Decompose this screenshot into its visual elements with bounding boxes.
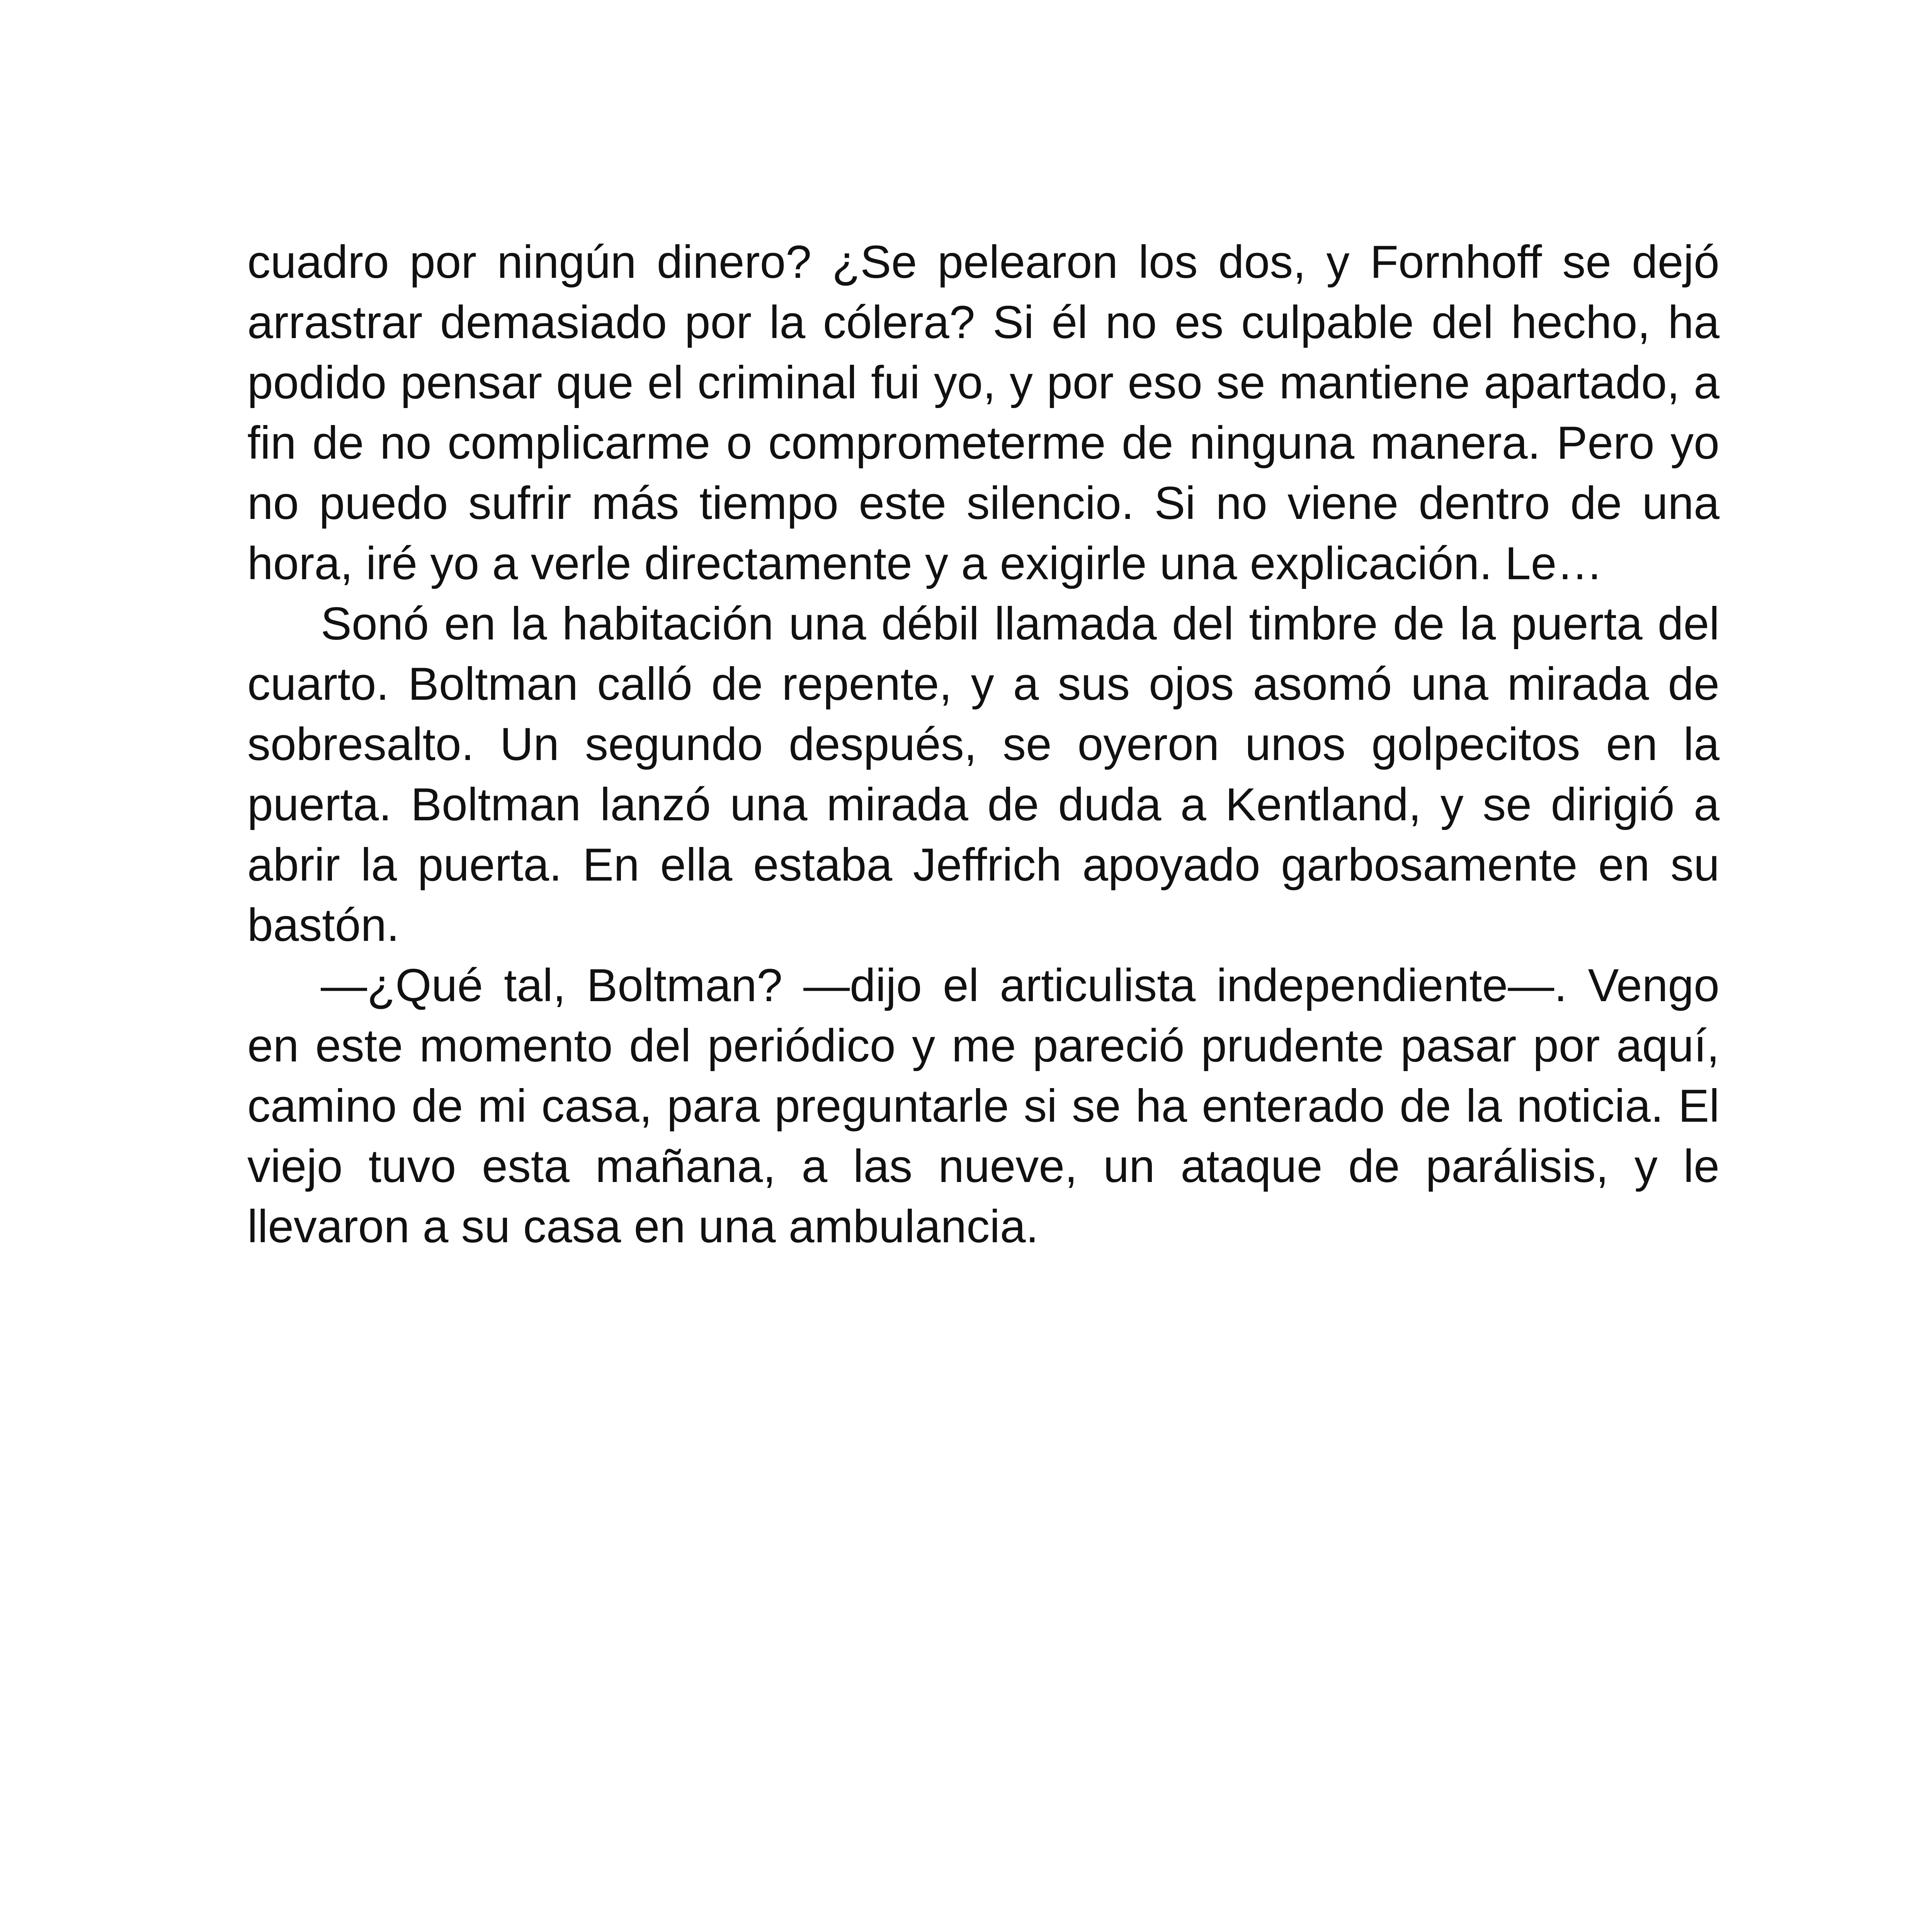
paragraph-1: cuadro por ningún dinero? ¿Se pelearon los dos, y Fornhoff se dejó arrastrar demasiado por la cólera? Si él no es culpable del hecho, ha podido pensar que el criminal fui yo, y por eso se mantiene apartado, a fin de no complicarme o comprometerme de ninguna manera. Pero yo no puedo sufrir más tiempo este silencio. Si no viene dentro de una hora, iré yo a verle directamente y a exigirle una explicación. Le… [247, 236, 1719, 589]
paragraph-2: Sonó en la habitación una débil llamada del timbre de la puerta del cuarto. Boltman calló de repente, y a sus ojos asomó una mirada de sobresalto. Un segundo después, se oyeron unos golpecitos en la puerta. Boltman lanzó una mirada de duda a Kentland, y se dirigió a abrir la puerta. En ella estaba Jeffrich apoyado garbosamente en su bastón. [247, 598, 1719, 951]
body-text [247, 232, 1719, 1257]
paragraph-3: —¿Qué tal, Boltman? —dijo el articulista independiente—. Vengo en este momento del periódico y me pareció prudente pasar por aquí, camino de mi casa, para preguntarle si se ha enterado de la noticia. El viejo tuvo esta mañana, a las nueve, un ataque de parálisis, y le llevaron a su casa en una ambulancia. [247, 959, 1719, 1252]
